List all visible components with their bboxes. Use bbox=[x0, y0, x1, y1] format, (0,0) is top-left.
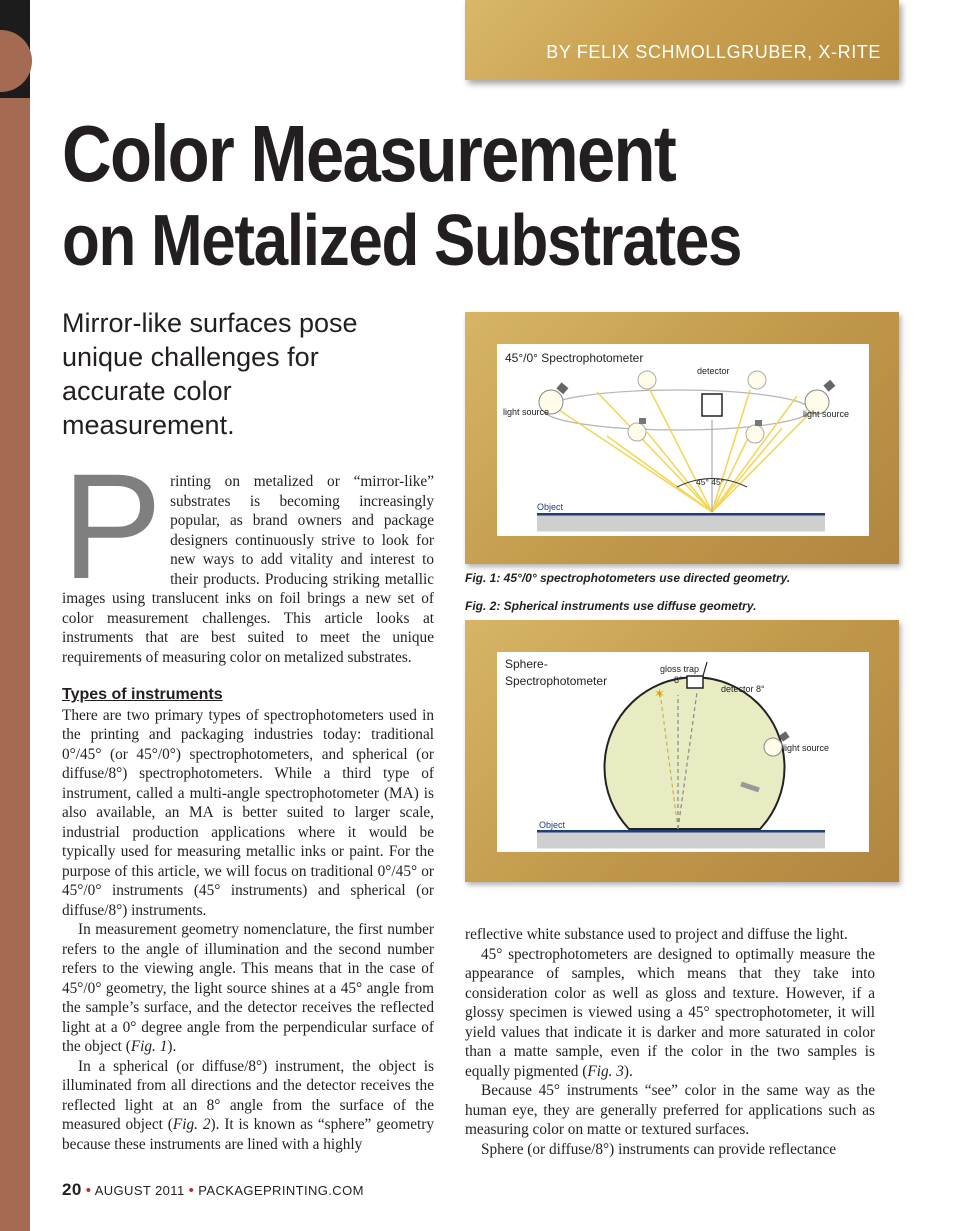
gloss-trap-label-line2: -8° bbox=[671, 675, 683, 685]
object-surface bbox=[537, 833, 825, 849]
body-paragraph: Sphere (or diffuse/8°) instruments can provide reflectance bbox=[481, 1140, 836, 1158]
figure1-light-beams bbox=[559, 384, 815, 512]
drop-cap: P bbox=[62, 442, 163, 610]
body-paragraph: 45° spectrophotometers are designed to optimally measure the appearance of samples, which means that they take into consideration color as well as gloss and texture. However, if a glossy specimen is viewed using a 45° spectrophotometer, it will yield values that indicate it is darker and more saturated in color than a matte sample, even if the color in the two samples is equally pigmented (Fig. 3). bbox=[465, 945, 875, 1080]
figure1-light-label-right: light source bbox=[803, 409, 850, 419]
footer-issue: AUGUST 2011 bbox=[94, 1183, 185, 1198]
figure-reference: Fig. 1 bbox=[130, 1038, 168, 1055]
gloss-trap-star-icon: ✶ bbox=[654, 686, 665, 701]
object-surface bbox=[537, 516, 825, 532]
right-column bbox=[465, 925, 875, 1159]
figure2-panel bbox=[497, 652, 869, 852]
footer-site: PACKAGEPRINTING.COM bbox=[198, 1183, 364, 1198]
figure-reference: Fig. 3 bbox=[587, 1062, 624, 1080]
article-deck: Mirror-like surfaces pose unique challenges for accurate color measurement. bbox=[62, 308, 358, 440]
page-number: 20 bbox=[62, 1180, 82, 1199]
integrating-sphere bbox=[605, 677, 785, 829]
object-surface-line bbox=[537, 513, 825, 516]
figure2-title-line2: Spectrophotometer bbox=[505, 674, 608, 688]
footer-separator: • bbox=[85, 1182, 92, 1199]
figure2-title-line1: Sphere- bbox=[505, 657, 548, 671]
section-heading: Types of instruments bbox=[62, 686, 223, 703]
figure2-frame bbox=[465, 620, 899, 882]
byline-box bbox=[465, 0, 899, 80]
intro-paragraph bbox=[62, 442, 434, 667]
figure1-title: 45°/0° Spectrophotometer bbox=[505, 351, 644, 365]
figure1-object-label: Object bbox=[537, 502, 564, 512]
body-paragraph: reflective white substance used to project and diffuse the light. bbox=[465, 926, 848, 943]
intro-text: rinting on metalized or “mirror-like” substrates is becoming increasingly popular, as brand owners and package designers continuously strive to look for new ways to add vitality and interest to their products. Producing striking metallic images using translucent inks on foil brings a new set of color measurement challenges. This article looks at instruments that are best suited to meet the unique requirements of measuring color on metalized substrates. bbox=[62, 473, 434, 666]
figure1-caption: Fig. 1: 45°/0° spectrophotometers use directed geometry. bbox=[465, 571, 791, 585]
detector-icon bbox=[687, 676, 703, 688]
detector-icon bbox=[702, 394, 722, 416]
figure1-diagram bbox=[497, 344, 869, 536]
figure2-detector-label: detector 8° bbox=[721, 684, 765, 694]
gloss-trap-label-line1: gloss trap bbox=[660, 664, 700, 674]
light-bulb-icon bbox=[628, 418, 646, 441]
figure-reference: Fig. 2 bbox=[172, 1116, 211, 1133]
article-title-line1: Color Measurement bbox=[62, 109, 676, 198]
article-title-line2: on Metalized Substrates bbox=[62, 201, 742, 281]
figure1-frame bbox=[465, 312, 899, 564]
light-bulb-icon bbox=[638, 371, 656, 389]
detector-stem bbox=[703, 662, 707, 676]
body-paragraph: In measurement geometry nomenclature, the first number refers to the angle of illumination and the second number refers to the viewing angle. This means that in the case of 45°/0° geometry, the light source shines at a 45° angle from the sample’s surface, and the detector receives the reflected light at a 0° degree angle from the perpendicular surface of the object (Fig. 1). bbox=[62, 921, 434, 1055]
figure2-light-label: light source bbox=[783, 743, 830, 753]
light-bulb-icon bbox=[748, 371, 766, 389]
figure2-caption: Fig. 2: Spherical instruments use diffuse geometry. bbox=[465, 599, 757, 613]
byline: BY FELIX SCHMOLLGRUBER, X-RITE bbox=[546, 42, 881, 62]
body-paragraph: Because 45° instruments “see” color in the same way as the human eye, they are generally preferred for applications such as measuring color on matte or textured surfaces. bbox=[465, 1082, 875, 1138]
left-column bbox=[62, 442, 434, 1154]
object-surface-line bbox=[537, 830, 825, 833]
body-paragraph: In a spherical (or diffuse/8°) instrument, the object is illuminated from all directions and the detector receives the reflected light at an 8° angle from the surface of the measured object (Fig. 2). It is known as “sphere” geometry because these instruments are lined with a highly bbox=[62, 1057, 434, 1153]
figure1-ring bbox=[544, 390, 810, 430]
figure1-angle-label: 45° 45° bbox=[696, 477, 725, 487]
figure1-panel bbox=[497, 344, 869, 536]
left-accent-bar bbox=[0, 0, 30, 1231]
figure1-light-label-left: light source bbox=[503, 407, 550, 417]
light-bulb-icon bbox=[746, 420, 764, 443]
footer-separator: • bbox=[188, 1182, 195, 1199]
figure2-diagram bbox=[497, 652, 869, 852]
page-footer bbox=[62, 1180, 364, 1200]
figure1-detector-label: detector bbox=[697, 366, 730, 376]
body-paragraph: There are two primary types of spectrophotometers used in the printing and packaging industries today: traditional 0°/45° (or 45°/0°) spectrophotometers, and spherical (or diffuse/8°) spectrophotometers. While a third type of instrument, called a multi-angle spectrophotometer (MA) is also available, an MA is better suited to larger scale, industrial production applications where it would be typically used for measuring metallic inks or paint. For the purpose of this article, we will focus on traditional 0°/45° or 45°/0° instruments (45° instruments) and spherical (or diffuse/8°) instruments. bbox=[62, 706, 434, 919]
figure2-object-label: Object bbox=[539, 820, 566, 830]
